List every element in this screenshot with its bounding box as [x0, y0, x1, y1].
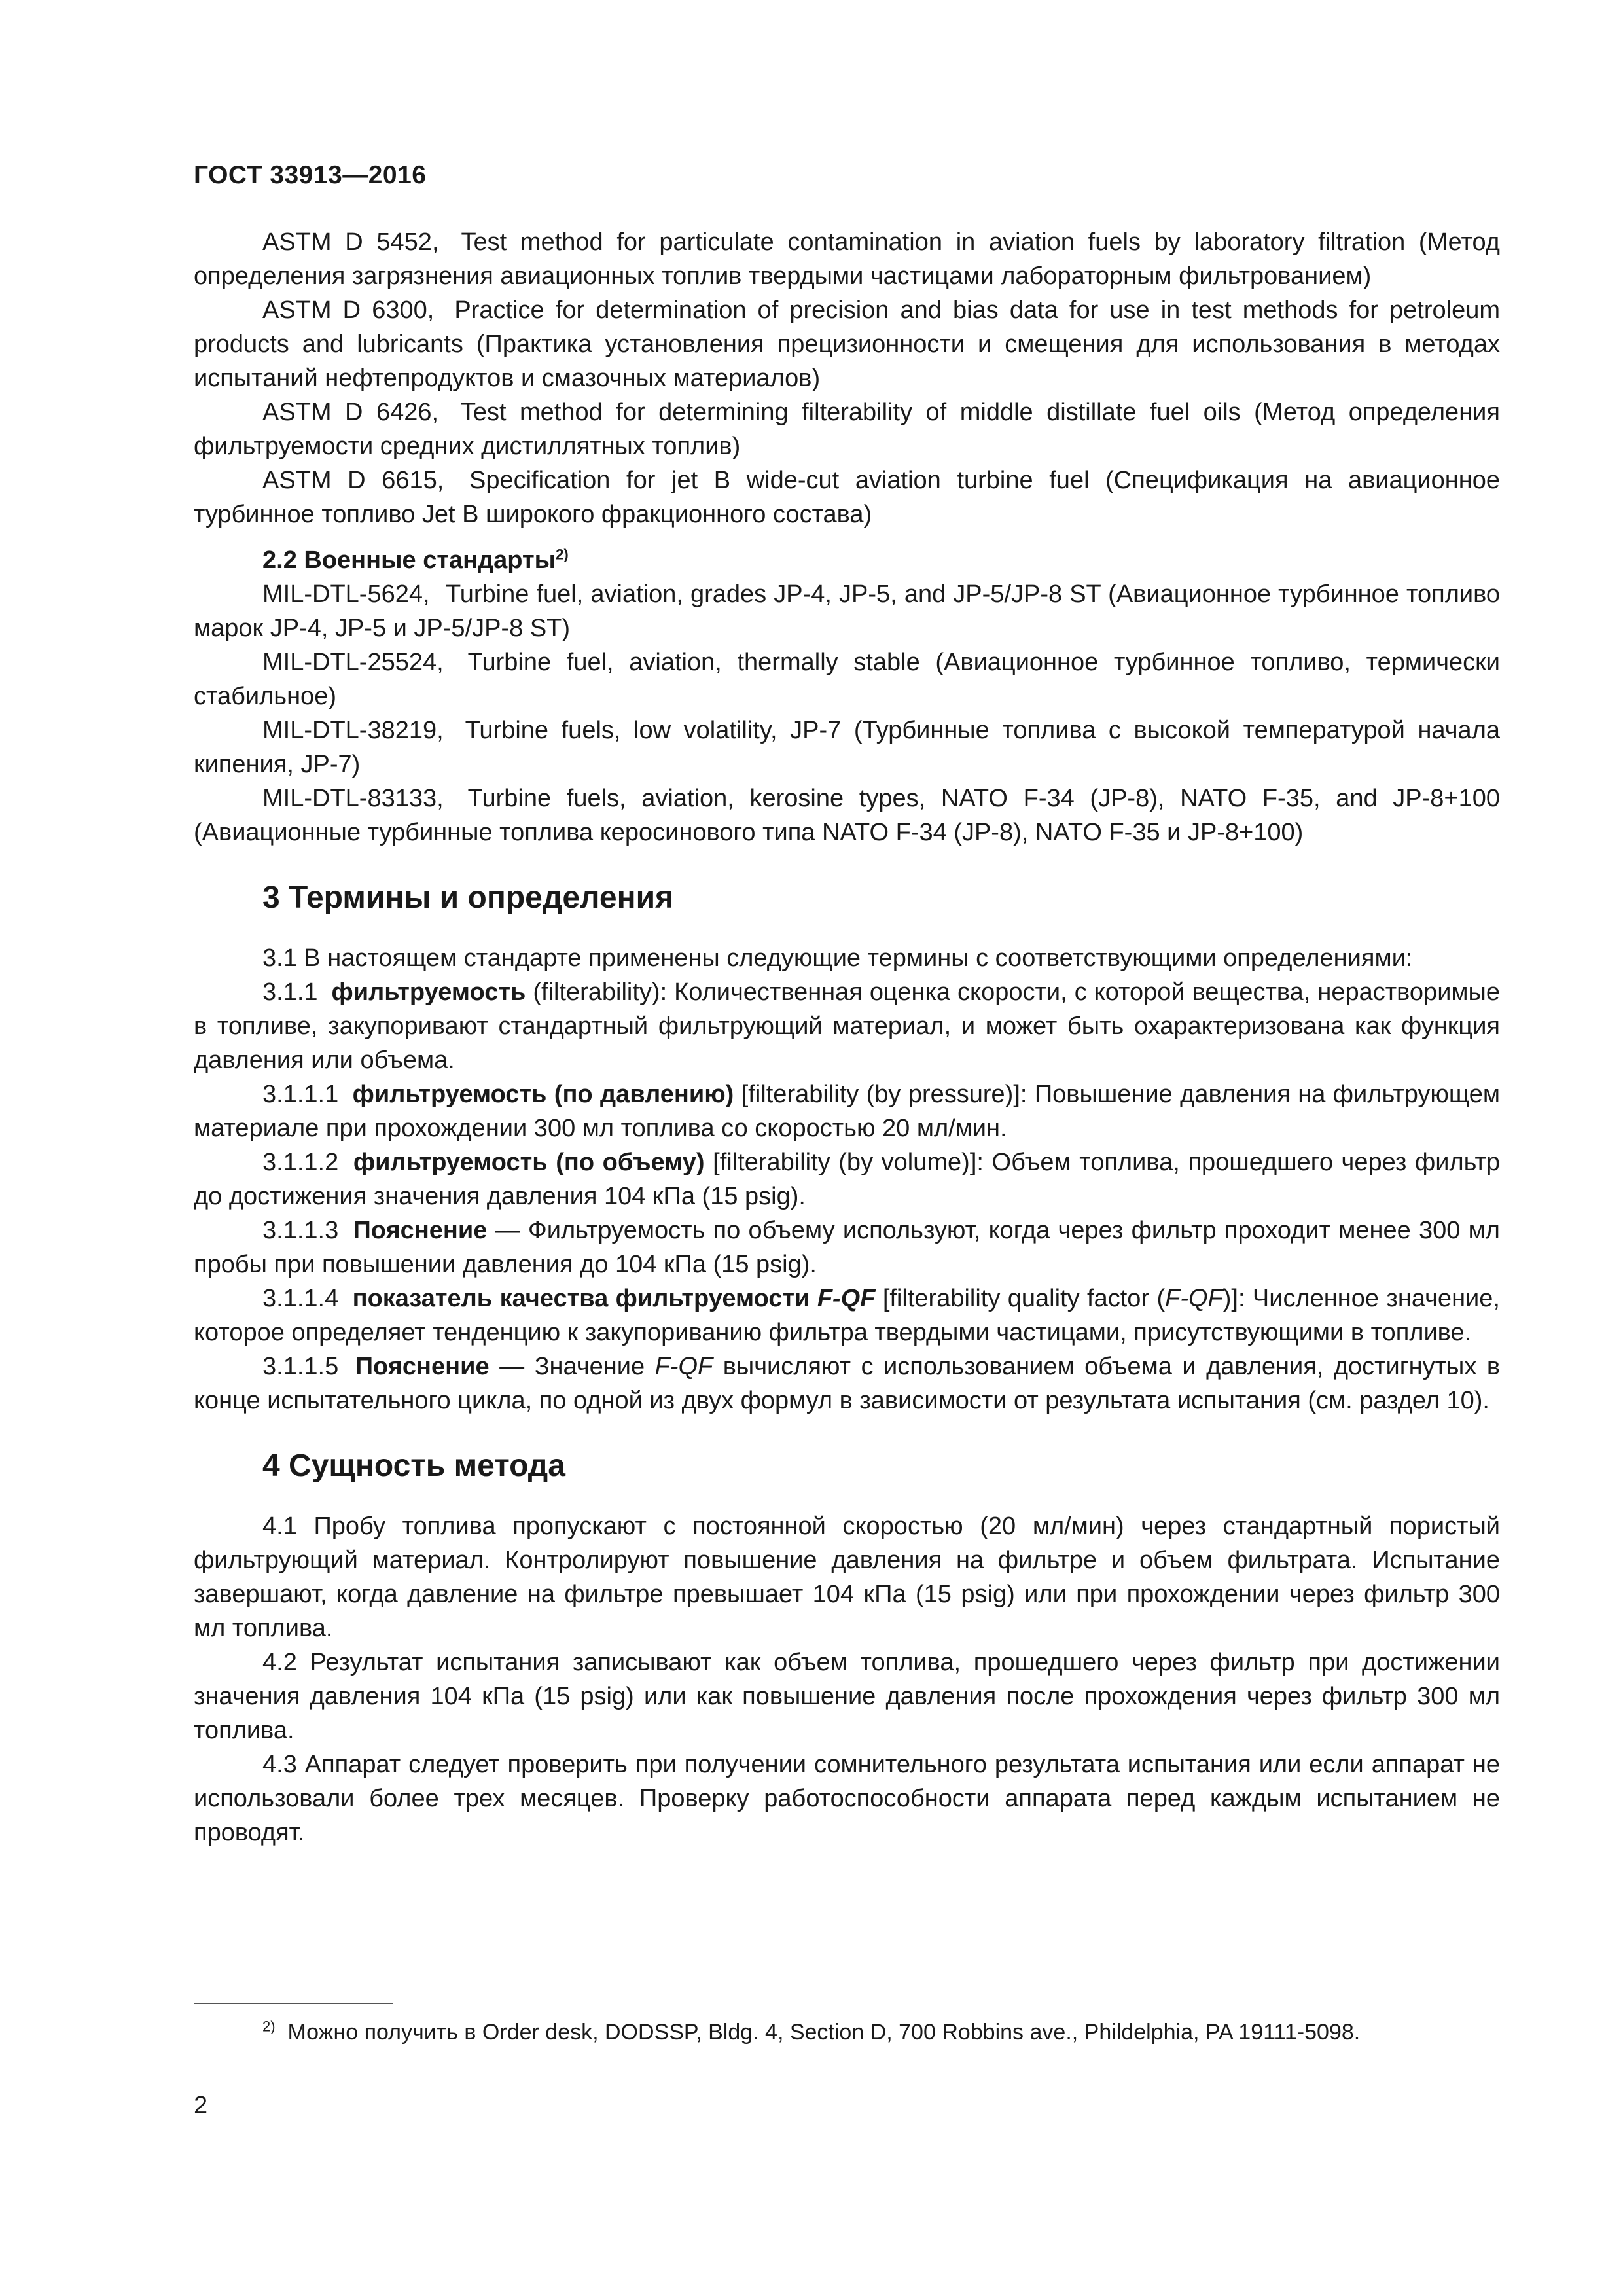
term-definition: — Фильтруемость по объему используют, когда через фильтр проходит менее 300 мл пробы при повышении давления до 104 кПа (15 psig). [194, 1217, 1500, 1278]
term-number: 3.1.1 [262, 978, 318, 1006]
term-abbreviation-inline: F-QF [1165, 1285, 1223, 1312]
reference-code: MIL-DTL-5624, [262, 581, 430, 608]
term-number: 3.1.1.3 [262, 1217, 339, 1244]
reference-code: ASTM D 6300, [262, 296, 435, 324]
footnote-separator [194, 2003, 393, 2004]
footnote-text: Можно получить в Order desk, DODSSP, Bldg. 4, Section D, 700 Robbins ave., Phildelphia, PA 19111-5098. [287, 2020, 1361, 2045]
reference-text: Turbine fuel, aviation, thermally stable (Авиационное турбинное топливо, термически стабильное) [194, 649, 1500, 710]
reference-text: Test method for determining filterability of middle distillate fuel oils (Метод определения фильтруемости средних дистиллятных топлив) [194, 399, 1500, 460]
paragraph-4-2: 4.2 Результат испытания записывают как объем топлива, прошедшего через фильтр при достижении значения давления 104 кПа (15 psig) или как повышение давления после прохождения через фильтр 300 мл топлива. [194, 1649, 1500, 1744]
main-content [194, 225, 1500, 1850]
footnote [262, 2017, 1493, 2047]
reference-code: MIL-DTL-25524, [262, 649, 444, 676]
reference-text: Specification for jet B wide-cut aviation turbine fuel (Спецификация на авиационное турбинное топливо Jet B широкого фракционного состава) [194, 467, 1500, 528]
term-3-1-1-2 [194, 1145, 1500, 1213]
term-name: Пояснение [353, 1217, 488, 1244]
astm-reference [194, 463, 1500, 531]
term-number: 3.1.1.4 [262, 1285, 339, 1312]
reference-text: Turbine fuels, low volatility, JP-7 (Турбинные топлива с высокой температурой начала кипения, JP-7) [194, 717, 1501, 778]
page-number: 2 [194, 2092, 208, 2119]
term-name: показатель качества фильтруемости [352, 1285, 810, 1312]
section-4-heading: 4 Сущность метода [262, 1448, 565, 1483]
reference-text: Practice for determination of precision and bias data for use in test methods for petroleum products and lubricants (Практика установления прецизионности и смещения для использования в методах испытаний нефтепродуктов и смазочных материалов) [194, 296, 1500, 392]
term-name: Пояснение [355, 1353, 490, 1380]
term-3-1-1-1 [194, 1077, 1500, 1145]
footnote-reference: 2) [556, 546, 569, 563]
term-definition: [filterability (by pressure)]: Повышение давления на фильтрующем материале при прохождении 300 мл топлива со скоростью 20 мл/мин. [194, 1081, 1500, 1142]
term-definition: (filterability): Количественная оценка скорости, с которой вещества, нерастворимые в топливе, закупоривают стандартный фильтрующий материал, и может быть охарактеризована как функция давления или объема. [194, 978, 1500, 1074]
reference-code: MIL-DTL-83133, [262, 785, 444, 812]
astm-reference [194, 293, 1500, 395]
term-3-1-1-3 [194, 1213, 1500, 1282]
footnote-mark: 2) [262, 2018, 276, 2035]
reference-code: ASTM D 6615, [262, 467, 444, 494]
paragraph-4-1: 4.1 Пробу топлива пропускают с постоянной скоростью (20 мл/мин) через стандартный пористый фильтрующий материал. Контролируют повышение давления на фильтре и объем фильтрата. Испытание завершают, когда давление на фильтре превышает 104 кПа (15 psig) или при прохождении через фильтр 300 мл топлива. [194, 1513, 1500, 1642]
term-definition: [filterability (by volume)]: Объем топлива, прошедшего через фильтр до достижения значения давления 104 кПа (15 psig). [194, 1149, 1500, 1210]
military-reference [194, 781, 1500, 850]
reference-text: Turbine fuels, aviation, kerosine types, NATO F-34 (JP-8), NATO F-35, and JP-8+100 (Авиационные турбинные топлива керосинового типа NATO F-34 (JP-8), NATO F-35 и JP-8+100) [194, 785, 1501, 846]
military-reference [194, 713, 1500, 781]
reference-code: ASTM D 5452, [262, 228, 439, 256]
military-reference [194, 645, 1500, 713]
term-name: фильтруемость (по объему) [353, 1149, 705, 1176]
term-name: фильтруемость [331, 978, 526, 1006]
military-reference [194, 577, 1500, 645]
term-definition-part: [filterability quality factor ( [882, 1285, 1166, 1312]
term-name: фильтруемость (по давлению) [352, 1081, 734, 1108]
term-3-1-1-5 [194, 1350, 1500, 1418]
term-number: 3.1.1.5 [262, 1353, 339, 1380]
term-number: 3.1.1.2 [262, 1149, 339, 1176]
reference-text: Turbine fuel, aviation, grades JP-4, JP-5, and JP-5/JP-8 ST (Авиационное турбинное топливо марок JP-4, JP-5 и JP-5/JP-8 ST) [194, 581, 1500, 642]
reference-code: ASTM D 6426, [262, 399, 439, 426]
term-number: 3.1.1.1 [262, 1081, 339, 1108]
reference-code: MIL-DTL-38219, [262, 717, 444, 744]
term-definition-part: )]: Численное значение, которое определяет тенденцию к закупориванию фильтра твердыми частицами, присутствующими в топливе. [194, 1285, 1500, 1346]
paragraph-4-3: 4.3 Аппарат следует проверить при получении сомнительного результата испытания или если аппарат не использовали более трех месяцев. Проверку работоспособности аппарата перед каждым испытанием не проводят. [194, 1751, 1500, 1846]
term-3-1-1-4 [194, 1282, 1500, 1350]
term-definition-part: вычисляют с использованием объема и давления, достигнутых в конце испытательного цикла, по одной из двух формул в зависимости от результата испытания (см. раздел 10). [194, 1353, 1501, 1414]
military-standards-heading: 2.2 Военные стандарты$^{2)}$ [262, 546, 569, 574]
term-3-1-1 [194, 975, 1500, 1077]
paragraph-3-1: 3.1 В настоящем стандарте применены следующие термины с соответствующими определениями: [262, 944, 1413, 972]
reference-text: Test method for particulate contamination in aviation fuels by laboratory filtration (Метод определения загрязнения авиационных топлив твердыми частицами лабораторным фильтрованием) [194, 228, 1500, 290]
term-definition-part: — Значение [499, 1353, 645, 1380]
document-code-header: ГОСТ 33913—2016 [194, 161, 427, 189]
term-abbreviation-inline: F-QF [654, 1353, 713, 1380]
term-abbreviation: F-QF [817, 1285, 876, 1312]
astm-reference [194, 395, 1500, 463]
section-3-heading: 3 Термины и определения [262, 880, 674, 915]
astm-reference [194, 225, 1500, 293]
